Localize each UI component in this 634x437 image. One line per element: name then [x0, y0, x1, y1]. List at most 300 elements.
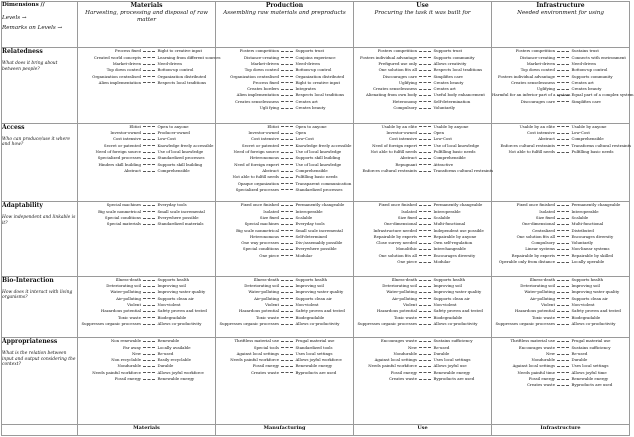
pair-positive-label: Standardized materials: [157, 221, 204, 227]
pair-connector-line: [281, 311, 293, 312]
pair-negative-label: Size fixed: [535, 214, 556, 220]
pair-negative-label: Not able to fulfill needs: [508, 149, 556, 155]
pair-negative-label: Toxic waste: [256, 314, 280, 320]
pair-positive-label: Voluntarily: [571, 240, 593, 246]
pair-connector-line: [557, 57, 569, 58]
pair-connector-line: [419, 145, 431, 146]
footer-row: [2, 424, 630, 435]
pair-positive-label: Conjoins experience: [295, 54, 336, 60]
pair-positive-label: Permanently changeable: [433, 202, 483, 208]
pair-connector-line: [419, 108, 431, 109]
pair-positive-label: Equal part of a complex system: [571, 92, 634, 98]
pair-positive-label: Frugal material use: [295, 338, 335, 344]
pair-negative-label: Market-driven: [526, 60, 556, 66]
pair-connector-line: [281, 280, 293, 281]
pair-connector-line: [281, 64, 293, 65]
pair-positive-label: Improving soil: [433, 283, 462, 289]
pair-negative-label: One solution fits all: [378, 252, 418, 258]
pair-negative-label: Fosters competition: [515, 48, 556, 54]
pair-connector-line: [419, 341, 431, 342]
pair-positive-label: Small scale incremental: [157, 208, 205, 214]
pair-connector-line: [419, 57, 431, 58]
pair-negative-label: Usable by an elite: [519, 123, 556, 129]
pair-connector-line: [557, 230, 569, 231]
pair-negative-label: Distance-creating: [520, 54, 556, 60]
pair-connector-line: [557, 95, 569, 96]
footer-label-use: Use: [354, 424, 492, 435]
pair-positive-label: Supports health: [571, 276, 604, 282]
pair-positive-label: Uses local settings: [433, 357, 471, 363]
pair-connector-line: [419, 262, 431, 263]
pair-connector-line: [281, 205, 293, 206]
pair-connector-line: [419, 255, 431, 256]
pair-connector-line: [143, 171, 155, 172]
pair-connector-line: [281, 76, 293, 77]
pair-positive-label: Comprehensible: [433, 155, 466, 161]
pair-line: [354, 321, 491, 327]
pair-positive-label: Self-determined: [295, 233, 328, 239]
pair-negative-label: Far away: [122, 344, 142, 350]
pair-connector-line: [143, 152, 155, 153]
pair-connector-line: [143, 57, 155, 58]
pair-positive-label: Sustains sufficiency: [571, 344, 611, 350]
pair-negative-label: Deteriorating soil: [244, 283, 280, 289]
dimension-matrix: [1, 1, 634, 436]
pair-connector-line: [281, 243, 293, 244]
pair-positive-label: Self-determination: [433, 98, 471, 104]
pair-connector-line: [557, 366, 569, 367]
pair-line: [216, 253, 353, 259]
pair-positive-label: Allows creativity: [433, 60, 467, 66]
pair-negative-label: Repugnant: [395, 161, 418, 167]
pair-connector-line: [143, 82, 155, 83]
pair-connector-line: [143, 218, 155, 219]
pair-line: [216, 321, 353, 327]
pair-connector-line: [419, 230, 431, 231]
row-label-cell: [2, 48, 78, 124]
pair-positive-label: Biodegradable: [295, 314, 325, 320]
pair-connector-line: [143, 360, 155, 361]
pair-connector-line: [419, 360, 431, 361]
pair-positive-label: Transparent communication: [295, 180, 352, 186]
pair-connector-line: [143, 298, 155, 299]
pairs-cell: [492, 276, 630, 337]
pair-negative-label: Compulsory: [531, 240, 556, 246]
pair-positive-label: Improving water quality: [433, 289, 482, 295]
pair-positive-label: Interchangeable: [433, 246, 466, 252]
pair-connector-line: [281, 255, 293, 256]
pair-negative-label: Violent: [403, 302, 418, 308]
pair-negative-label: Air-polluting: [254, 295, 280, 301]
pairs-cell: [78, 338, 216, 425]
pair-positive-label: Integrates: [295, 86, 316, 92]
pair-positive-label: Modular: [433, 259, 451, 265]
pair-negative-label: Deteriorating soil: [520, 283, 556, 289]
pair-connector-line: [557, 298, 569, 299]
pair-connector-line: [419, 236, 431, 237]
pair-positive-label: Supports health: [433, 276, 466, 282]
pair-positive-label: Supports clean air: [157, 295, 194, 301]
pair-negative-label: New: [545, 350, 556, 356]
pair-positive-label: Modular: [295, 252, 313, 258]
pair-connector-line: [143, 211, 155, 212]
column-subtitle: Needed environment for using: [517, 10, 604, 16]
pair-negative-label: Operable only from distance: [498, 259, 556, 265]
pair-positive-label: Safety proven and tested: [433, 308, 483, 314]
pair-negative-label: Top down control: [106, 67, 142, 73]
pair-connector-line: [419, 324, 431, 325]
pair-positive-label: Biodegradable: [571, 314, 601, 320]
pair-positive-label: Comprehensible: [295, 167, 328, 173]
pair-positive-label: Allows co-productivity: [157, 320, 202, 326]
pair-positive-label: Non-linear systems: [571, 246, 610, 252]
pair-positive-label: Allows joyful workforce: [295, 357, 342, 363]
pair-negative-label: Cost intensive: [527, 130, 556, 136]
pair-negative-label: Creates senselessness: [511, 79, 556, 85]
pair-connector-line: [419, 305, 431, 306]
pair-line: [492, 382, 629, 388]
pair-connector-line: [143, 158, 155, 159]
pair-negative-label: Fixed once finished: [378, 202, 418, 208]
pair-negative-label: Nondurable: [117, 363, 142, 369]
pair-connector-line: [281, 249, 293, 250]
pair-negative-label: Creates waste: [388, 376, 418, 382]
pairs-cell: [78, 123, 216, 202]
pair-positive-label: Fulfilling basic needs: [433, 149, 476, 155]
pair-negative-label: Elitist: [129, 123, 142, 129]
pair-positive-label: Right to creative input: [157, 48, 203, 54]
pair-negative-label: Violent: [127, 302, 142, 308]
pair-connector-line: [281, 189, 293, 190]
pair-positive-label: Bottom-up control: [157, 67, 194, 73]
pair-connector-line: [557, 70, 569, 71]
pair-connector-line: [281, 347, 293, 348]
pair-negative-label: Not able to fulfill needs: [232, 174, 280, 180]
pair-positive-label: Need-driven: [295, 60, 320, 66]
pair-negative-label: Top down control: [244, 67, 280, 73]
pair-connector-line: [419, 89, 431, 90]
pair-negative-label: Air-polluting: [530, 295, 556, 301]
pair-connector-line: [419, 298, 431, 299]
row-title: Appropriateness: [2, 338, 58, 346]
pair-positive-label: Byproducts are used: [433, 376, 475, 382]
pair-negative-label: Violent: [265, 302, 280, 308]
pairs-cell: [78, 202, 216, 277]
pair-negative-label: Against local settings: [512, 363, 556, 369]
pair-positive-label: Allows joyful use: [433, 363, 467, 369]
pair-negative-label: One piece: [397, 259, 418, 265]
pair-positive-label: Low-Cost: [433, 136, 452, 142]
pair-connector-line: [281, 324, 293, 325]
pair-negative-label: Air-polluting: [116, 295, 142, 301]
pair-connector-line: [557, 317, 569, 318]
pair-positive-label: Renewable energy: [571, 376, 609, 382]
pair-positive-label: Use of local knowledge: [295, 149, 342, 155]
pair-connector-line: [281, 139, 293, 140]
column-title: Materials: [130, 2, 163, 9]
pair-positive-label: Multi-functional: [433, 221, 466, 227]
pair-connector-line: [281, 152, 293, 153]
pair-positive-label: Interoperable: [295, 208, 323, 214]
column-header-production: [216, 2, 354, 48]
row-title: Adaptability: [2, 202, 43, 210]
pair-negative-label: Cost intensive: [389, 136, 418, 142]
pair-negative-label: Secret or patented: [241, 142, 280, 148]
pair-positive-label: Allows co-productivity: [433, 320, 478, 326]
pair-positive-label: Encourages diversity: [571, 233, 614, 239]
pair-connector-line: [557, 305, 569, 306]
pair-positive-label: Simplifies care: [571, 98, 601, 104]
pair-connector-line: [557, 262, 569, 263]
pair-negative-label: Fosters competition: [239, 48, 280, 54]
pair-negative-label: Suppresses organic processes: [495, 320, 556, 326]
pair-positive-label: Right to creative input: [295, 79, 341, 85]
pair-negative-label: Opaque organization: [237, 180, 280, 186]
pair-positive-label: Improving water quality: [571, 289, 620, 295]
pair-positive-label: Supports clean air: [433, 295, 470, 301]
pair-negative-label: Special machines: [244, 221, 280, 227]
pairs-cell: [492, 202, 630, 277]
pair-positive-label: Transforms cultural restraints: [571, 142, 632, 148]
pair-positive-label: Improving soil: [157, 283, 186, 289]
pair-positive-label: Renewable energy: [157, 376, 195, 382]
pair-negative-label: Compulsory: [393, 104, 418, 110]
pair-negative-label: One-dimensional: [521, 221, 556, 227]
pair-connector-line: [557, 145, 569, 146]
pair-negative-label: Need of foreign source: [95, 149, 142, 155]
pair-connector-line: [419, 347, 431, 348]
pair-positive-label: Use of local knowledge: [433, 142, 480, 148]
pair-positive-label: Re-used: [433, 344, 450, 350]
pair-negative-label: Water-polluting: [386, 289, 418, 295]
pair-connector-line: [557, 218, 569, 219]
pair-connector-line: [557, 385, 569, 386]
pair-connector-line: [281, 89, 293, 90]
pair-connector-line: [557, 211, 569, 212]
pair-negative-label: Prefigured use only: [378, 60, 418, 66]
pair-positive-label: Open to anyone: [295, 123, 327, 129]
pair-positive-label: Comprehensible: [571, 136, 604, 142]
pair-positive-label: Repairable by skilled: [571, 252, 614, 258]
pair-connector-line: [419, 152, 431, 153]
pair-negative-label: Discourages care: [520, 98, 556, 104]
pair-connector-line: [281, 177, 293, 178]
pair-negative-label: Special machines: [106, 202, 142, 208]
pair-positive-label: Non-violent: [433, 302, 457, 308]
pair-negative-label: Big scale nonmetrical: [98, 208, 142, 214]
pair-positive-label: Attractive: [433, 161, 454, 167]
pair-positive-label: Small scale incremental: [295, 227, 343, 233]
pair-positive-label: Supports health: [295, 276, 328, 282]
pair-connector-line: [557, 286, 569, 287]
pair-positive-label: Standardized tools: [295, 344, 333, 350]
pair-negative-label: Fossil energy: [252, 363, 280, 369]
pair-positive-label: Scalable: [571, 214, 589, 220]
pair-positive-label: Open to anyone: [157, 123, 189, 129]
pair-connector-line: [419, 82, 431, 83]
pair-connector-line: [281, 305, 293, 306]
pair-positive-label: Supports community: [571, 73, 613, 79]
pair-positive-label: Creates beauty: [433, 79, 464, 85]
pair-connector-line: [143, 164, 155, 165]
pair-negative-label: Repairable by experts: [511, 252, 556, 258]
pairs-cell: [492, 338, 630, 425]
pair-negative-label: Organization centralised: [92, 73, 142, 79]
pair-positive-label: Need-driven: [157, 60, 182, 66]
pair-connector-line: [281, 298, 293, 299]
pair-positive-label: Comprehensible: [157, 167, 190, 173]
pair-negative-label: Against local settings: [236, 350, 280, 356]
pair-positive-label: Durable: [157, 363, 174, 369]
pair-positive-label: Allows joyful workforce: [157, 369, 204, 375]
pair-positive-label: Multi-functional: [571, 221, 604, 227]
pair-negative-label: Enforces cultural restraints: [500, 142, 556, 148]
pair-connector-line: [143, 286, 155, 287]
pair-connector-line: [419, 317, 431, 318]
pair-line: [216, 370, 353, 376]
pair-connector-line: [419, 224, 431, 225]
pair-negative-label: Needs painful workforce: [368, 363, 418, 369]
pair-line: [78, 80, 215, 86]
pair-connector-line: [419, 243, 431, 244]
pair-connector-line: [281, 101, 293, 102]
pair-positive-label: Non-violent: [295, 302, 319, 308]
footer-label-manufacturing: Manufacturing: [216, 424, 354, 435]
pair-connector-line: [419, 205, 431, 206]
pair-connector-line: [143, 311, 155, 312]
pair-negative-label: Specialized processes: [235, 186, 280, 192]
pair-connector-line: [557, 89, 569, 90]
pair-connector-line: [419, 218, 431, 219]
pair-connector-line: [557, 76, 569, 77]
pair-negative-label: Deteriorating soil: [382, 283, 418, 289]
pair-negative-label: Organization centralised: [230, 73, 280, 79]
pair-positive-label: Biodegradable: [433, 314, 463, 320]
pair-connector-line: [557, 133, 569, 134]
pair-connector-line: [281, 164, 293, 165]
pair-negative-label: Creates waste: [250, 369, 280, 375]
pair-connector-line: [281, 145, 293, 146]
pair-negative-label: Fossil energy: [114, 376, 142, 382]
pair-negative-label: Investor-owned: [386, 130, 418, 136]
column-title: Use: [416, 2, 429, 9]
pair-connector-line: [419, 211, 431, 212]
row-title: Bio-Interaction: [2, 276, 54, 284]
pair-positive-label: Biodegradable: [157, 314, 187, 320]
column-subtitle: Assembling raw materials and preproducts: [223, 10, 346, 16]
pair-positive-label: Permanently changeable: [295, 202, 345, 208]
pair-positive-label: Byproducts are used: [571, 382, 613, 388]
pair-negative-label: Investor-owned: [248, 130, 280, 136]
pair-connector-line: [143, 133, 155, 134]
pair-negative-label: Discourages care: [382, 73, 418, 79]
pair-connector-line: [143, 126, 155, 127]
pair-negative-label: Special tools: [253, 344, 280, 350]
pair-negative-label: Special conditions: [104, 214, 142, 220]
pairs-cell: [492, 48, 634, 124]
pair-connector-line: [557, 224, 569, 225]
pair-negative-label: Need of foreign source: [233, 149, 280, 155]
pair-negative-label: Needs painful time: [517, 369, 556, 375]
pair-negative-label: Special conditions: [242, 246, 280, 252]
pair-positive-label: Supports health: [157, 276, 190, 282]
pair-negative-label: Alien implementation: [236, 92, 280, 98]
pair-positive-label: Voluntarily: [433, 104, 455, 110]
row-title: Access: [2, 123, 25, 131]
pair-connector-line: [281, 286, 293, 287]
pair-positive-label: Transforms cultural restraints: [433, 167, 494, 173]
pair-negative-label: Needs painful workforce: [92, 369, 142, 375]
column-title: Infrastructure: [536, 2, 585, 9]
pair-connector-line: [557, 152, 569, 153]
row-title: Relatedness: [2, 48, 43, 56]
pair-negative-label: Encourages waste: [518, 344, 556, 350]
pair-connector-line: [143, 280, 155, 281]
pair-negative-label: Uglifying: [398, 79, 418, 85]
pair-connector-line: [143, 366, 155, 367]
pair-positive-label: Creates art: [295, 98, 318, 104]
column-subtitle: Procuring the task it was built for: [374, 10, 471, 16]
pair-connector-line: [281, 158, 293, 159]
pair-positive-label: Bottom-up control: [571, 67, 608, 73]
pair-positive-label: Supports trust: [295, 48, 325, 54]
pair-positive-label: Permanently changeable: [571, 202, 621, 208]
pair-positive-label: Allows co-productivity: [571, 320, 616, 326]
pair-connector-line: [557, 379, 569, 380]
pair-negative-label: Not able to fulfill needs: [370, 149, 418, 155]
pair-connector-line: [281, 224, 293, 225]
pair-negative-label: Alien implementation: [98, 79, 142, 85]
pair-connector-line: [419, 76, 431, 77]
pair-connector-line: [143, 76, 155, 77]
pair-negative-label: Hazardous potential: [514, 308, 556, 314]
pair-negative-label: Illness-death: [253, 276, 280, 282]
pair-connector-line: [281, 183, 293, 184]
pair-negative-label: Heteronomous: [249, 155, 280, 161]
pair-negative-label: Illness-death: [115, 276, 142, 282]
pair-negative-label: Suppresses organic processes: [219, 320, 280, 326]
pair-negative-label: Toxic waste: [394, 314, 418, 320]
pair-connector-line: [143, 324, 155, 325]
pair-negative-label: One way processes: [241, 240, 280, 246]
pair-line: [78, 376, 215, 382]
pair-connector-line: [281, 230, 293, 231]
pair-connector-line: [281, 366, 293, 367]
pair-connector-line: [281, 57, 293, 58]
pair-positive-label: Use of local knowledge: [295, 161, 342, 167]
pairs-cell: [78, 276, 216, 337]
pair-negative-label: Hazardous potential: [100, 308, 142, 314]
row-relatedness: [2, 48, 630, 124]
pair-connector-line: [419, 311, 431, 312]
pair-negative-label: Process fixed: [252, 79, 280, 85]
pair-positive-label: Learning from different sources: [157, 54, 221, 60]
pairs-cell: [354, 338, 492, 425]
pair-connector-line: [557, 243, 569, 244]
row-label-cell: [2, 338, 78, 425]
column-header-infrastructure: [492, 2, 630, 48]
pair-positive-label: Own self-regulation: [433, 240, 473, 246]
pair-positive-label: Creates art: [433, 86, 456, 92]
pair-connector-line: [557, 360, 569, 361]
pair-negative-label: Top down control: [520, 67, 556, 73]
pair-positive-label: Everyday tools: [157, 202, 187, 208]
pair-line: [78, 221, 215, 227]
pair-positive-label: Use of local knowledge: [157, 149, 204, 155]
pair-negative-label: Fossil energy: [528, 376, 556, 382]
pair-positive-label: Connects with environment: [571, 54, 626, 60]
pair-connector-line: [557, 51, 569, 52]
